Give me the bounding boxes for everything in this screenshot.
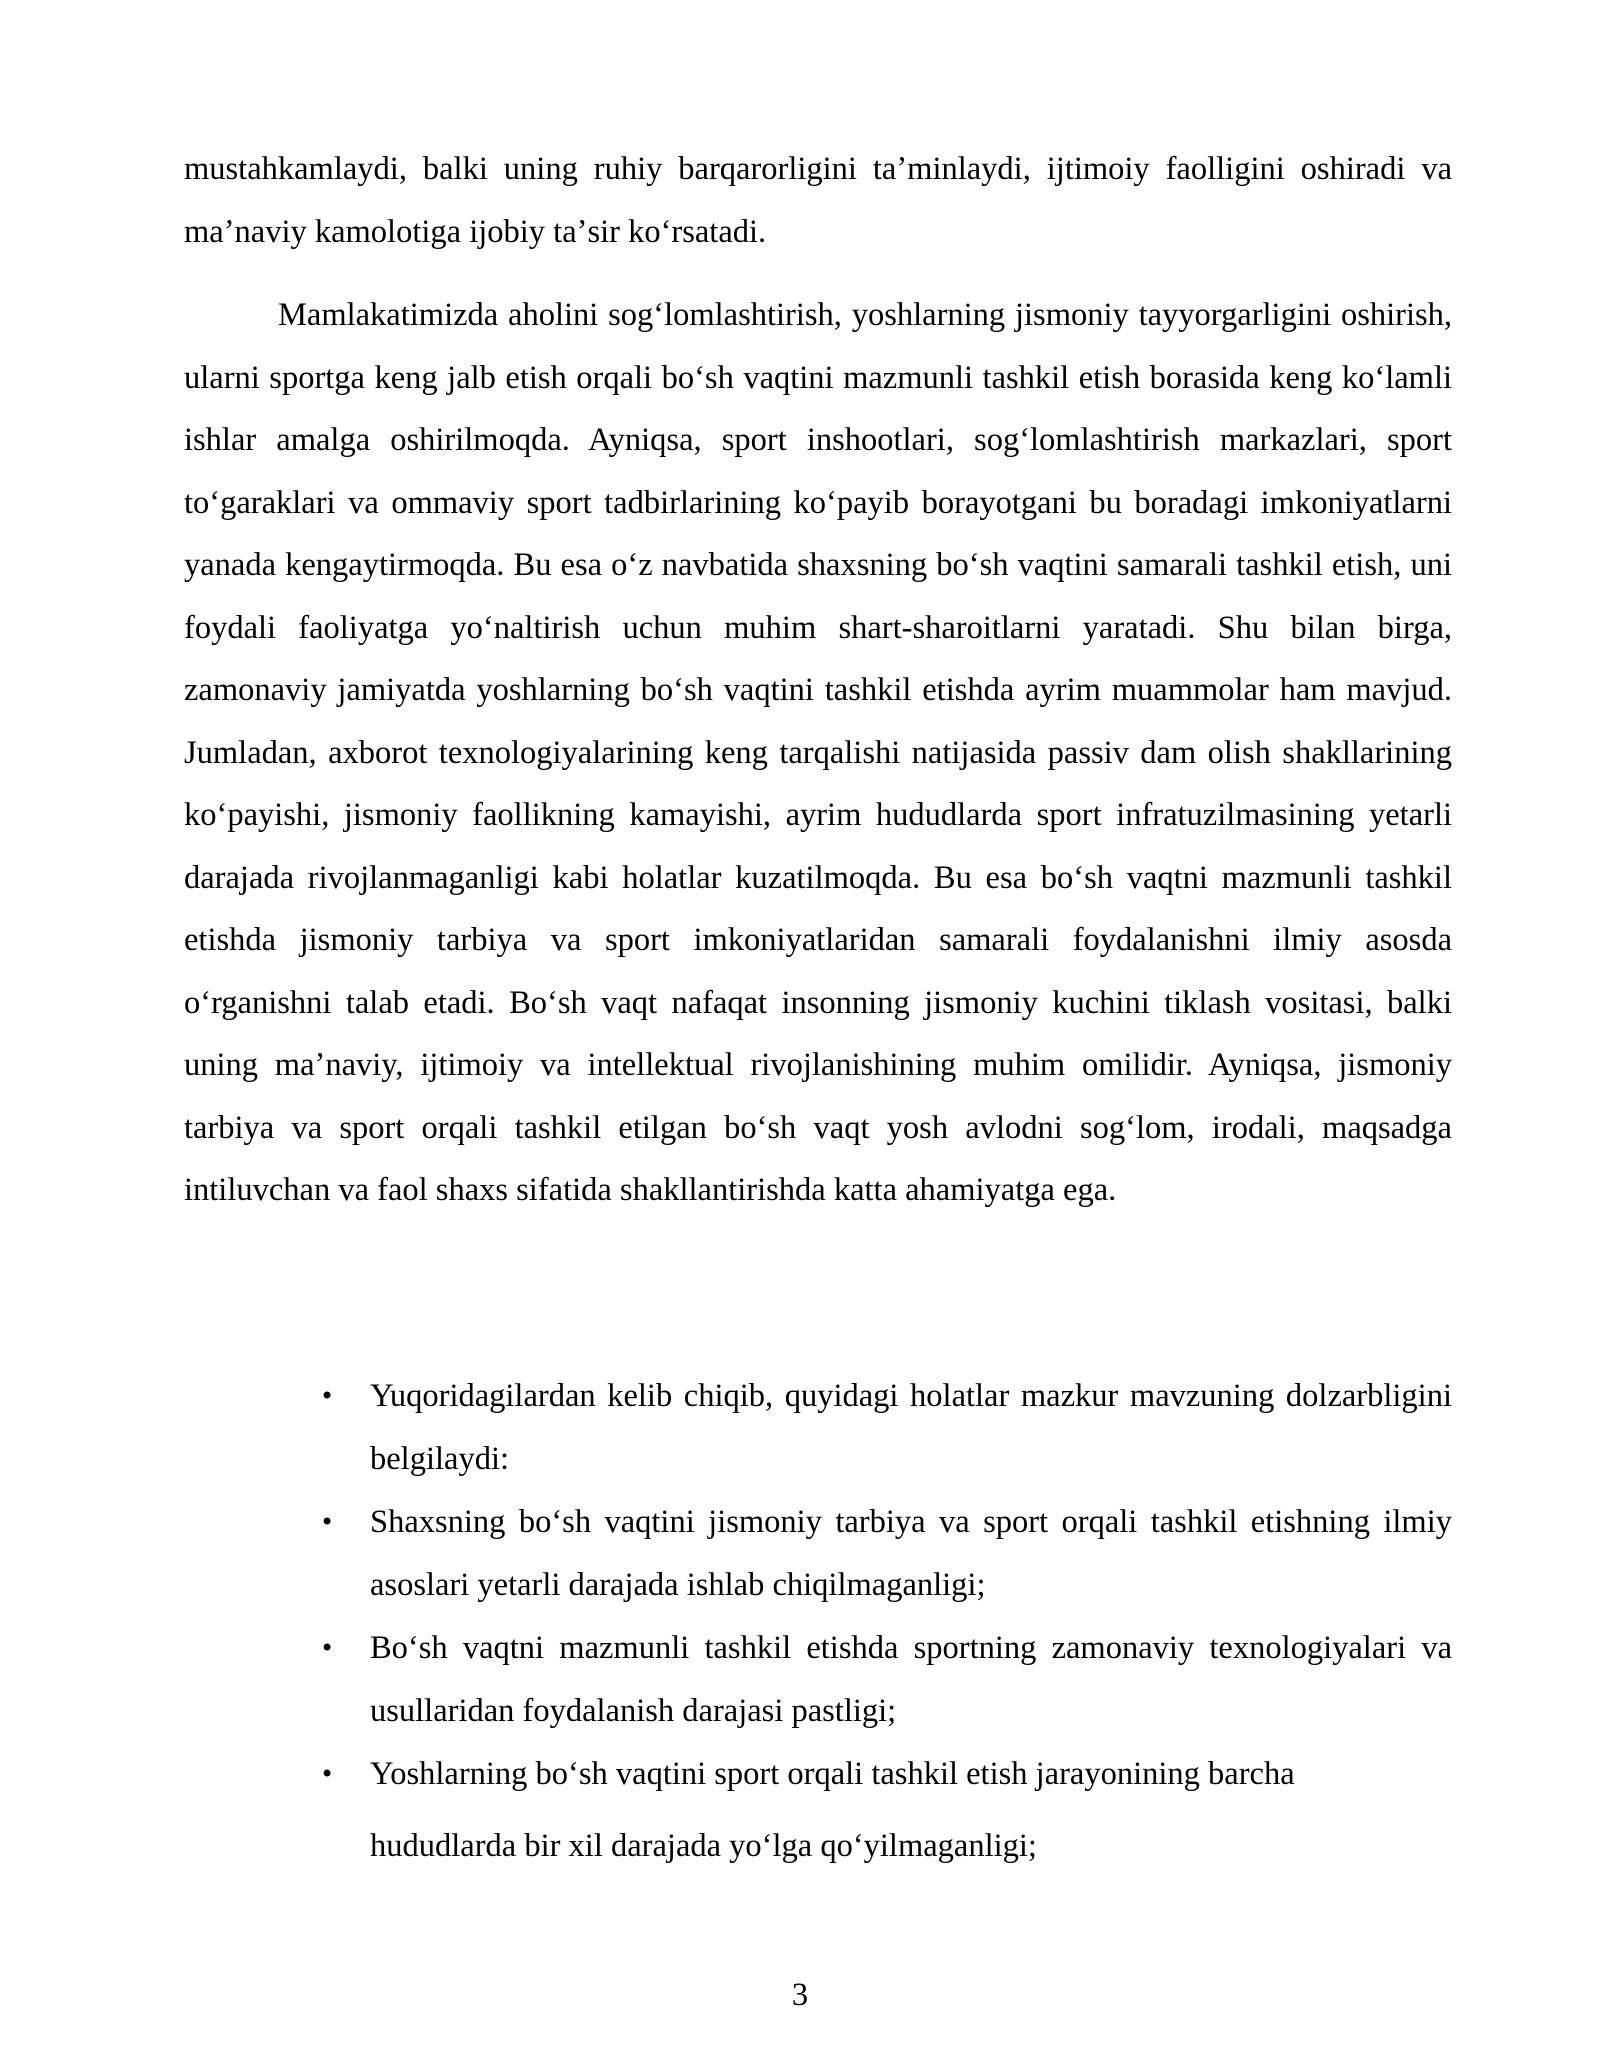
bullet-icon: •	[320, 1760, 335, 1788]
list-item-text-line: Yoshlarning boʻsh vaqtini sport orqali tashkil etish jarayonining barcha	[370, 1756, 1295, 1792]
paragraph-main: Mamlakatimizda aholini sogʻlomlashtirish, yoshlarning jismoniy tayyorgarligini oshirish, ularni sportga keng jalb etish orqali boʻsh vaqtini mazmunli tashkil etish borasida keng koʻlamli ishlar amalga oshirilmoqda. Ayniqsa, sport inshootlari, sogʻlomlashtirish markazlari, sport toʻgaraklari va ommaviy sport tadbirlarining koʻpayib borayotgani bu boradagi imkoniyatlarni yanada kengaytirmoqda. Bu esa oʻz navbatida shaxsning boʻsh vaqtini samarali tashkil etish, uni foydali faoliyatga yoʻnaltirish uchun muhim shart-sharoitlarni yaratadi. Shu bilan birga, zamonaviy jamiyatda yoshlarning boʻsh vaqtini tashkil etishda ayrim muammolar ham mavjud. Jumladan, axborot texnologiyalarining keng tarqalishi natijasida passiv dam olish shakllarining koʻpayishi, jismoniy faollikning kamayishi, ayrim hududlarda sport infratuzilmasining yetarli darajada rivojlanmaganligi kabi holatlar kuzatilmoqda. Bu esa boʻsh vaqtni mazmunli tashkil etishda jismoniy tarbiya va sport imkoniyatlaridan samarali foydalanishni ilmiy asosda oʻrganishni talab etadi. Boʻsh vaqt nafaqat insonning jismoniy kuchini tiklash vositasi, balki uning maʼnaviy, ijtimoiy va intellektual rivojlanishining muhim omilidir. Ayniqsa, jismoniy tarbiya va sport orqali tashkil etilgan boʻsh vaqt yosh avlodni sogʻlom, irodali, maqsadga intiluvchan va faol shaxs sifatida shakllantirishda katta ahamiyatga ega.	[184, 297, 1452, 1208]
list-item-text: Yuqoridagilardan kelib chiqib, quyidagi holatlar mazkur mavzuning dolzarbligini belgilaydi:	[370, 1378, 1452, 1477]
list-item-text	[370, 1743, 1452, 1864]
bullet-icon: •	[320, 1634, 335, 1662]
list-item	[184, 1491, 1452, 1616]
relevance-bullet-list	[184, 1365, 1452, 1888]
list-item-text: Boʻsh vaqtni mazmunli tashkil etishda sportning zamonaviy texnologiyalari va usullaridan foydalanish darajasi pastligi;	[370, 1630, 1452, 1729]
bullet-icon: •	[320, 1508, 335, 1536]
list-item	[184, 1617, 1452, 1742]
bullet-icon: •	[320, 1382, 335, 1410]
list-item-text: Shaxsning boʻsh vaqtini jismoniy tarbiya va sport orqali tashkil etishning ilmiy asoslari yetarli darajada ishlab chiqilmaganligi;	[370, 1504, 1452, 1603]
page-number: 3	[791, 1977, 809, 2013]
list-item	[184, 1743, 1452, 1887]
list-item	[184, 1365, 1452, 1490]
paragraph-continued: mustahkamlaydi, balki uning ruhiy barqarorligini taʼminlaydi, ijtimoiy faolligini oshiradi va maʼnaviy kamolotiga ijobiy taʼsir koʻrsatadi.	[184, 151, 1452, 250]
list-item-text-line: hududlarda bir xil darajada yoʻlga qoʻyilmaganligi;	[370, 1827, 1037, 1864]
